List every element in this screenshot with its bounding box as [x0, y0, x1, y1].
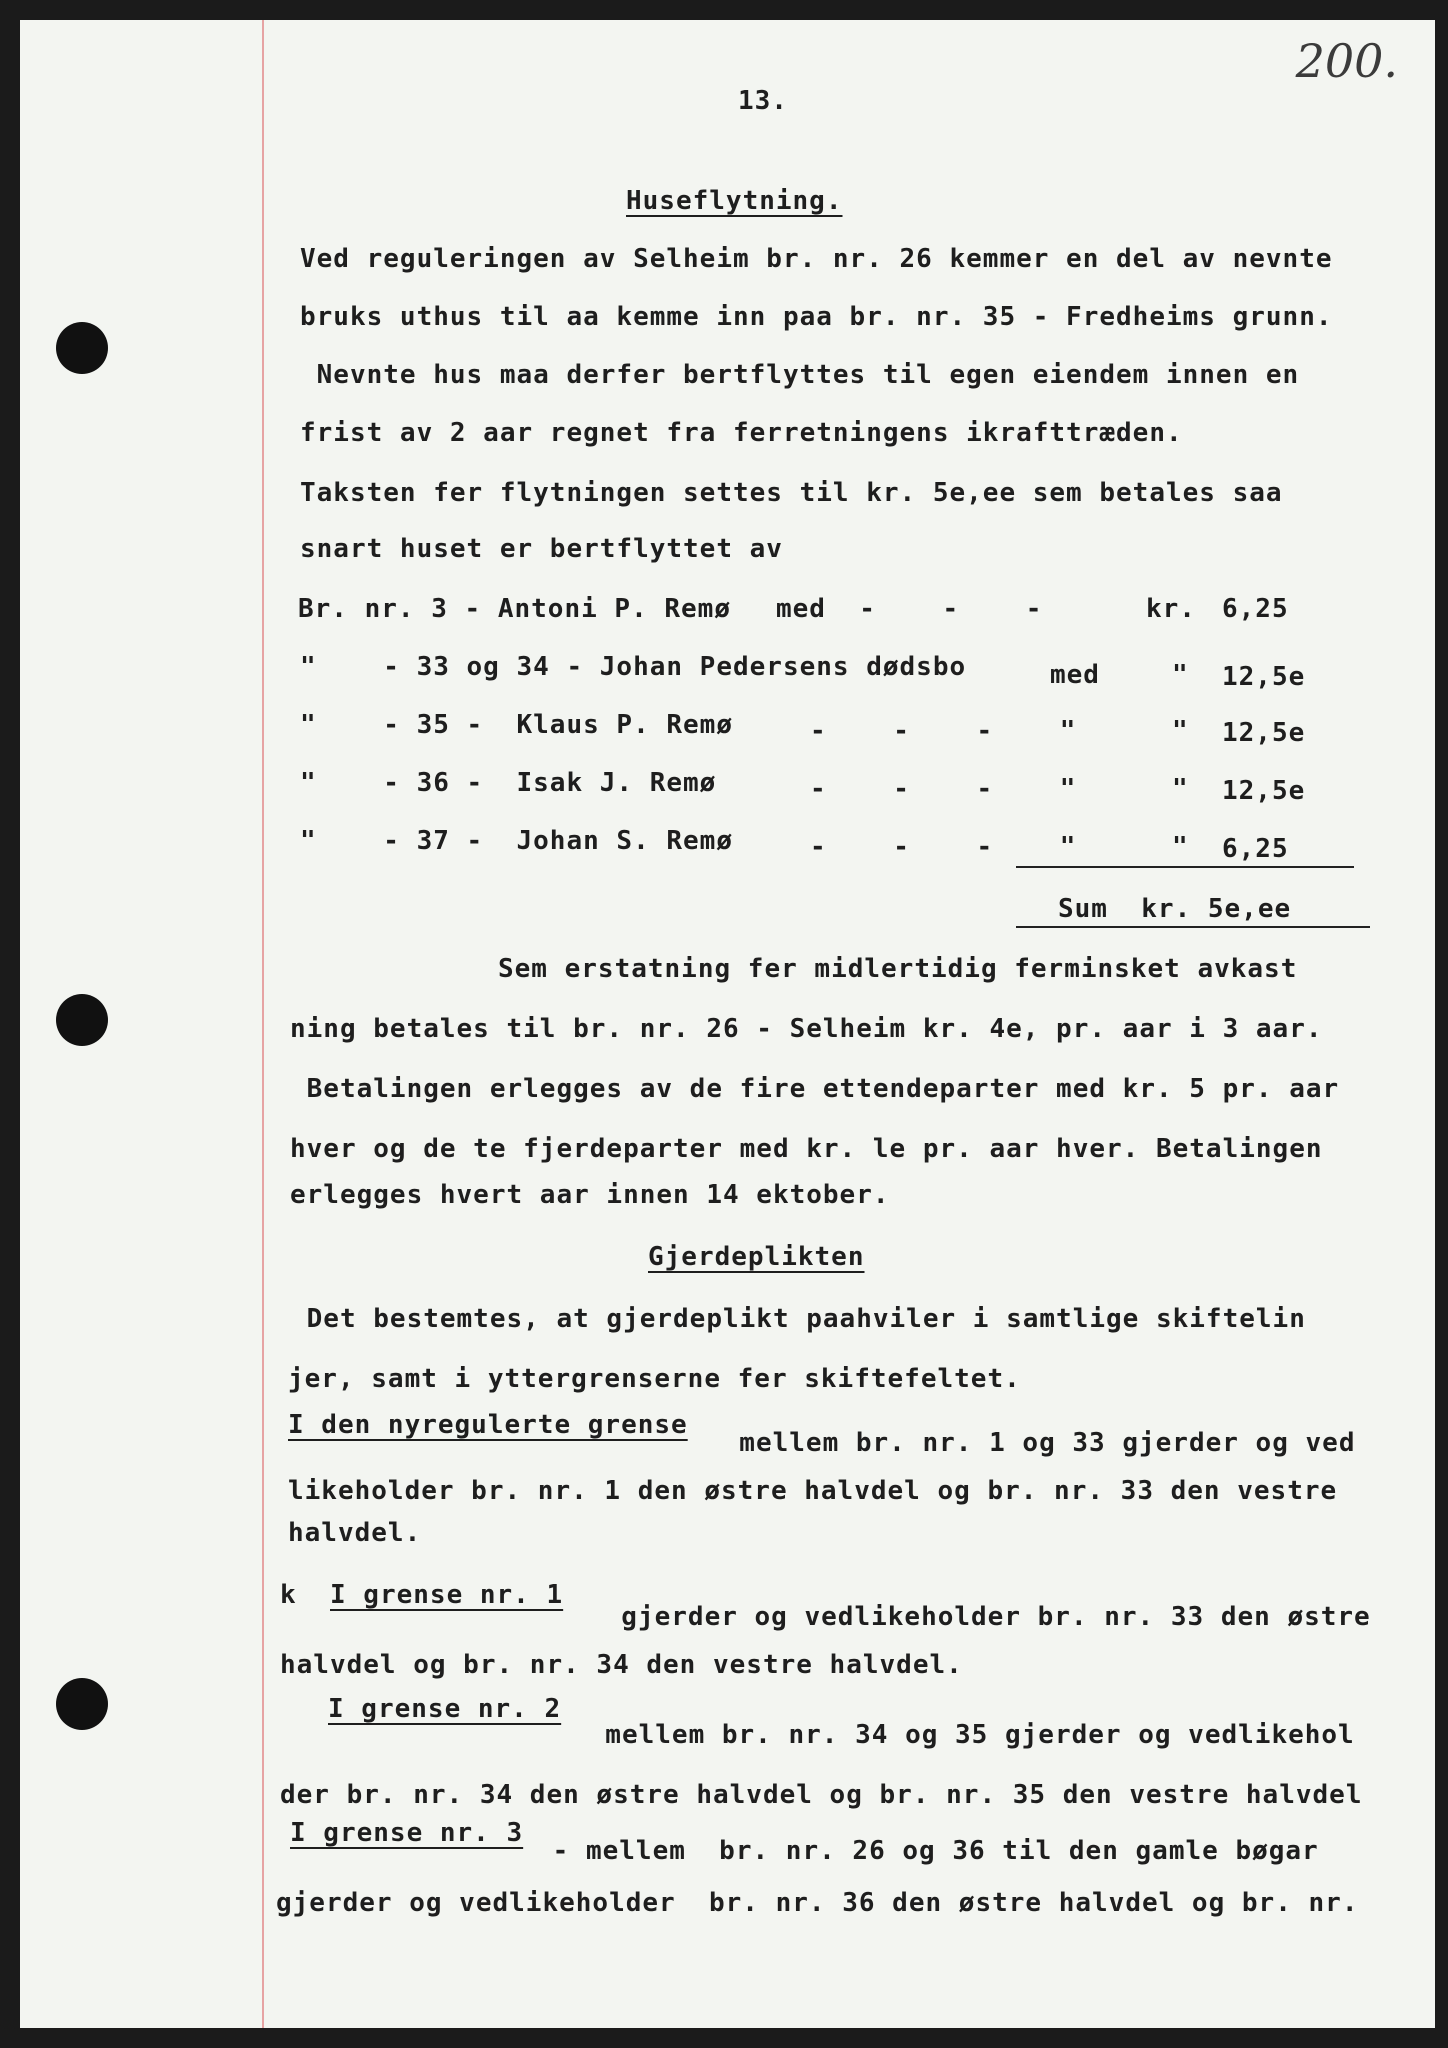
payment-currency: ": [1172, 660, 1189, 690]
payment-amount: 6,25: [1222, 834, 1289, 864]
payment-currency: ": [1172, 716, 1189, 746]
paragraph-text: mellem br. nr. 1 og 33 gjerder og ved: [706, 1428, 1356, 1458]
payment-mid: - - - ": [810, 832, 1077, 862]
payment-amount: 6,25: [1222, 594, 1289, 624]
payment-label: " - 37 - Johan S. Remø: [300, 826, 733, 856]
text-line: Det bestemtes, at gjerdeplikt paahviler i samtlige skiftelin: [290, 1304, 1306, 1334]
payment-label: " - 36 - Isak J. Remø: [300, 768, 717, 798]
payment-amount: 12,5e: [1222, 718, 1306, 748]
text-line: halvdel.: [288, 1518, 422, 1548]
payment-currency: ": [1172, 832, 1189, 862]
text-line: snart huset er bertflyttet av: [300, 534, 783, 564]
punch-hole-icon: [56, 994, 108, 1046]
payment-amount: 12,5e: [1222, 662, 1306, 692]
text-line: Taksten fer flytningen settes til kr. 5e,ee sem betales saa: [300, 478, 1283, 508]
total-rule: [1016, 866, 1354, 868]
text-line: likeholder br. nr. 1 den østre halvdel og br. nr. 33 den vestre: [288, 1476, 1338, 1506]
text-line: Nevnte hus maa derfer bertflyttes til egen eiendem innen en: [300, 360, 1300, 390]
paragraph-text: - mellem br. nr. 26 og 36 til den gamle bøgar: [536, 1836, 1319, 1866]
text-line: gjerder og vedlikeholder br. nr. 36 den østre halvdel og br. nr.: [276, 1888, 1359, 1918]
payment-mid: med - - -: [776, 594, 1043, 624]
sum-total: Sum kr. 5e,ee: [1058, 894, 1292, 924]
paragraph-lead: I grense nr. 3: [290, 1818, 524, 1848]
text-line: Ved reguleringen av Selheim br. nr. 26 kemmer en del av nevnte: [300, 244, 1333, 274]
text-line: halvdel og br. nr. 34 den vestre halvdel.: [280, 1650, 963, 1680]
text-line: ning betales til br. nr. 26 - Selheim kr. 4e, pr. aar i 3 aar.: [290, 1014, 1323, 1044]
payment-mid: - - - ": [810, 774, 1077, 804]
text-line: jer, samt i yttergrenserne fer skiftefeltet.: [288, 1364, 1021, 1394]
text-line: Betalingen erlegges av de fire ettendeparter med kr. 5 pr. aar: [290, 1074, 1340, 1104]
punch-hole-icon: [56, 322, 108, 374]
text-line: erlegges hvert aar innen 14 ektober.: [290, 1180, 890, 1210]
heading-gjerdeplikten: Gjerdeplikten: [648, 1242, 865, 1272]
heading-huseflytning: Huseflytning.: [626, 186, 843, 216]
payment-label: " - 35 - Klaus P. Remø: [300, 710, 733, 740]
punch-hole-icon: [56, 1678, 108, 1730]
text-line: frist av 2 aar regnet fra ferretningens ikrafttræden.: [300, 418, 1183, 448]
text-line: bruks uthus til aa kemme inn paa br. nr. 35 - Fredheims grunn.: [300, 302, 1333, 332]
red-margin-line: [262, 20, 264, 2028]
text-line: der br. nr. 34 den østre halvdel og br. nr. 35 den vestre halvdel: [280, 1780, 1363, 1810]
paragraph-lead: I den nyregulerte grense: [288, 1410, 688, 1440]
total-underline: [1016, 926, 1370, 928]
payment-currency: kr.: [1146, 594, 1196, 624]
paragraph-lead: I grense nr. 2: [328, 1694, 562, 1724]
payment-currency: ": [1172, 774, 1189, 804]
handwritten-folio-number: 200.: [1295, 34, 1398, 88]
annotation-mark: k: [280, 1580, 314, 1610]
payment-amount: 12,5e: [1222, 776, 1306, 806]
payment-mid: med: [1050, 660, 1100, 690]
payment-label: Br. nr. 3 - Antoni P. Remø: [298, 594, 731, 624]
paragraph-lead: I grense nr. 1: [330, 1580, 564, 1610]
paragraph-text: gjerder og vedlikeholder br. nr. 33 den østre: [588, 1602, 1371, 1632]
text-line: hver og de te fjerdeparter med kr. le pr. aar hver. Betalingen: [290, 1134, 1323, 1164]
paragraph-text: mellem br. nr. 34 og 35 gjerder og vedlikehol: [572, 1720, 1355, 1750]
page-number: 13.: [738, 86, 788, 116]
text-line: Sem erstatning fer midlertidig ferminsket avkast: [498, 954, 1298, 984]
payment-mid: - - - ": [810, 716, 1077, 746]
payment-label: " - 33 og 34 - Johan Pedersens dødsbo: [300, 652, 967, 682]
